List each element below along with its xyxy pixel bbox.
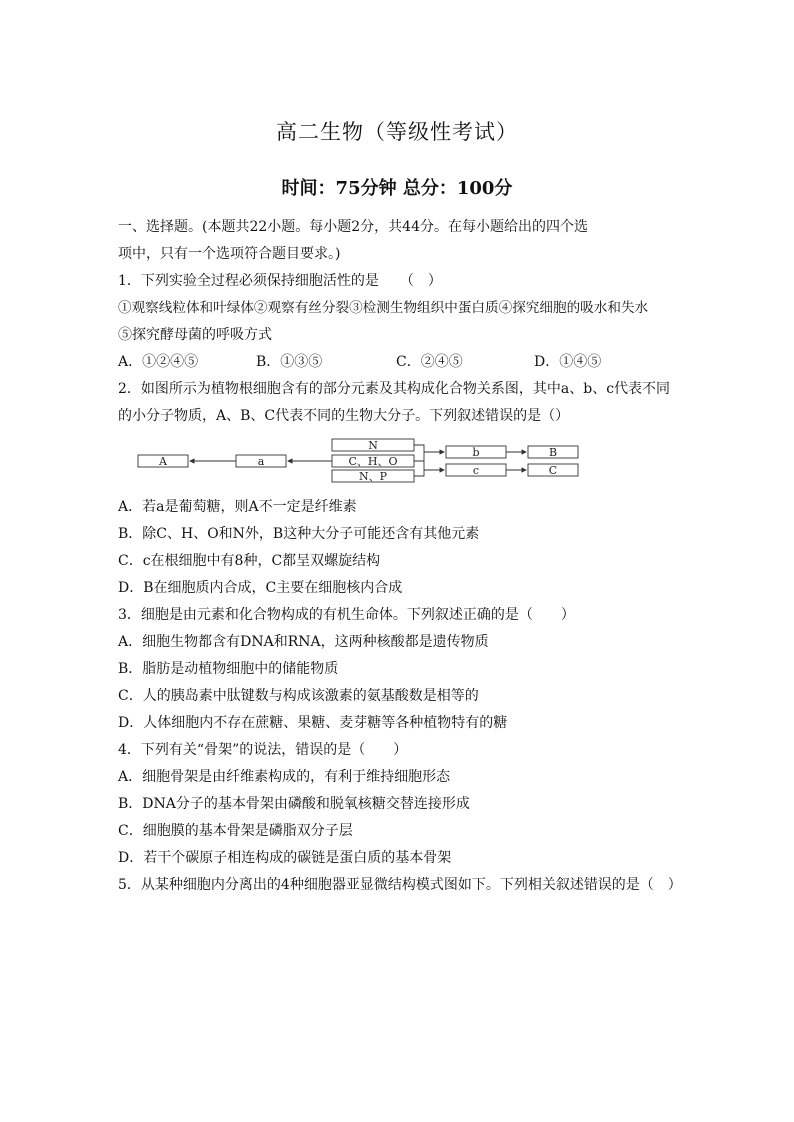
label-CHO: C、H、O: [348, 455, 398, 468]
label-C: C: [548, 464, 558, 477]
question-5-stem: 5．从某种细胞内分离出的4种细胞器亚显微结构模式图如下。下列相关叙述错误的是（ ）: [118, 877, 682, 893]
question-1-options: [118, 349, 678, 376]
question-1-option-a: A．①②④⑤: [118, 354, 199, 370]
label-a: a: [257, 455, 265, 468]
label-A: A: [159, 455, 167, 468]
question-4-option-a: A．细胞骨架是由纤维素构成的，有利于维持细胞形态: [118, 769, 451, 785]
page-title: 高二生物（等级性考试）: [276, 120, 518, 144]
section-heading-line-1: 一、选择题。(本题共22小题。每小题2分，共44分。在每小题给出的四个选: [118, 219, 588, 235]
bracket-upper: [414, 445, 424, 461]
question-4-option-c: C．细胞膜的基本骨架是磷脂双分子层: [118, 823, 353, 839]
element-compound-diagram: [118, 432, 678, 490]
question-4-option-b: B．DNA分子的基本骨架由磷酸和脱氧核糖交替连接形成: [118, 796, 470, 812]
label-NP: N、P: [358, 470, 388, 483]
question-4-option-d: D．若干个碳原子相连构成的碳链是蛋白质的基本骨架: [118, 850, 452, 866]
question-2-option-d: D．B在细胞质内合成，C主要在细胞核内合成: [118, 580, 403, 596]
exam-info: 时间：75分钟 总分：100分: [281, 178, 513, 199]
question-3-option-b: B．脂肪是动植物细胞中的储能物质: [118, 661, 339, 677]
question-4-stem: 4．下列有关“骨架”的说法，错误的是（ ）: [118, 742, 408, 758]
question-3-option-c: C．人的胰岛素中肽键数与构成该激素的氨基酸数是相等的: [118, 688, 479, 704]
question-2-option-b: B．除C、H、O和N外，B这种大分子可能还含有其他元素: [118, 526, 480, 542]
label-b: b: [472, 446, 480, 459]
question-1-option-c: C．②④⑤: [396, 354, 463, 370]
exam-content: [118, 214, 682, 899]
question-2-stem-line-1: 2．如图所示为植物根细胞含有的部分元素及其构成化合物关系图，其中a、b、c代表不同: [118, 381, 671, 397]
question-1-stem: 1．下列实验全过程必须保持细胞活性的是 （ ）: [118, 273, 442, 289]
label-N: N: [368, 439, 378, 452]
question-1-items-line-2: ⑤探究酵母菌的呼吸方式: [118, 327, 272, 343]
label-c: c: [472, 464, 480, 477]
question-1-items-line-1: ①观察线粒体和叶绿体②观察有丝分裂③检测生物组织中蛋白质④探究细胞的吸水和失水: [118, 300, 649, 316]
label-B: B: [548, 446, 558, 459]
question-1-option-d: D．①④⑤: [534, 354, 602, 370]
question-2-stem-line-2: 的小分子物质，A、B、C代表不同的生物大分子。下列叙述错误的是（）: [118, 408, 570, 424]
question-1-option-b: B．①③⑤: [256, 354, 323, 370]
section-heading-line-2: 项中，只有一个选项符合题目要求。): [118, 246, 341, 262]
question-2-option-a: A．若a是葡萄糖，则A不一定是纤维素: [118, 499, 357, 515]
question-2-option-c: C．c在根细胞中有8种，C都呈双螺旋结构: [118, 553, 381, 569]
question-3-option-d: D．人体细胞内不存在蔗糖、果糖、麦芽糖等各种植物特有的糖: [118, 715, 508, 731]
question-3-option-a: A．细胞生物都含有DNA和RNA，这两种核酸都是遗传物质: [118, 634, 489, 650]
bracket-lower: [414, 461, 424, 476]
diagram-svg: [120, 432, 580, 488]
question-3-stem: 3．细胞是由元素和化合物构成的有机生命体。下列叙述正确的是（ ）: [118, 607, 575, 623]
